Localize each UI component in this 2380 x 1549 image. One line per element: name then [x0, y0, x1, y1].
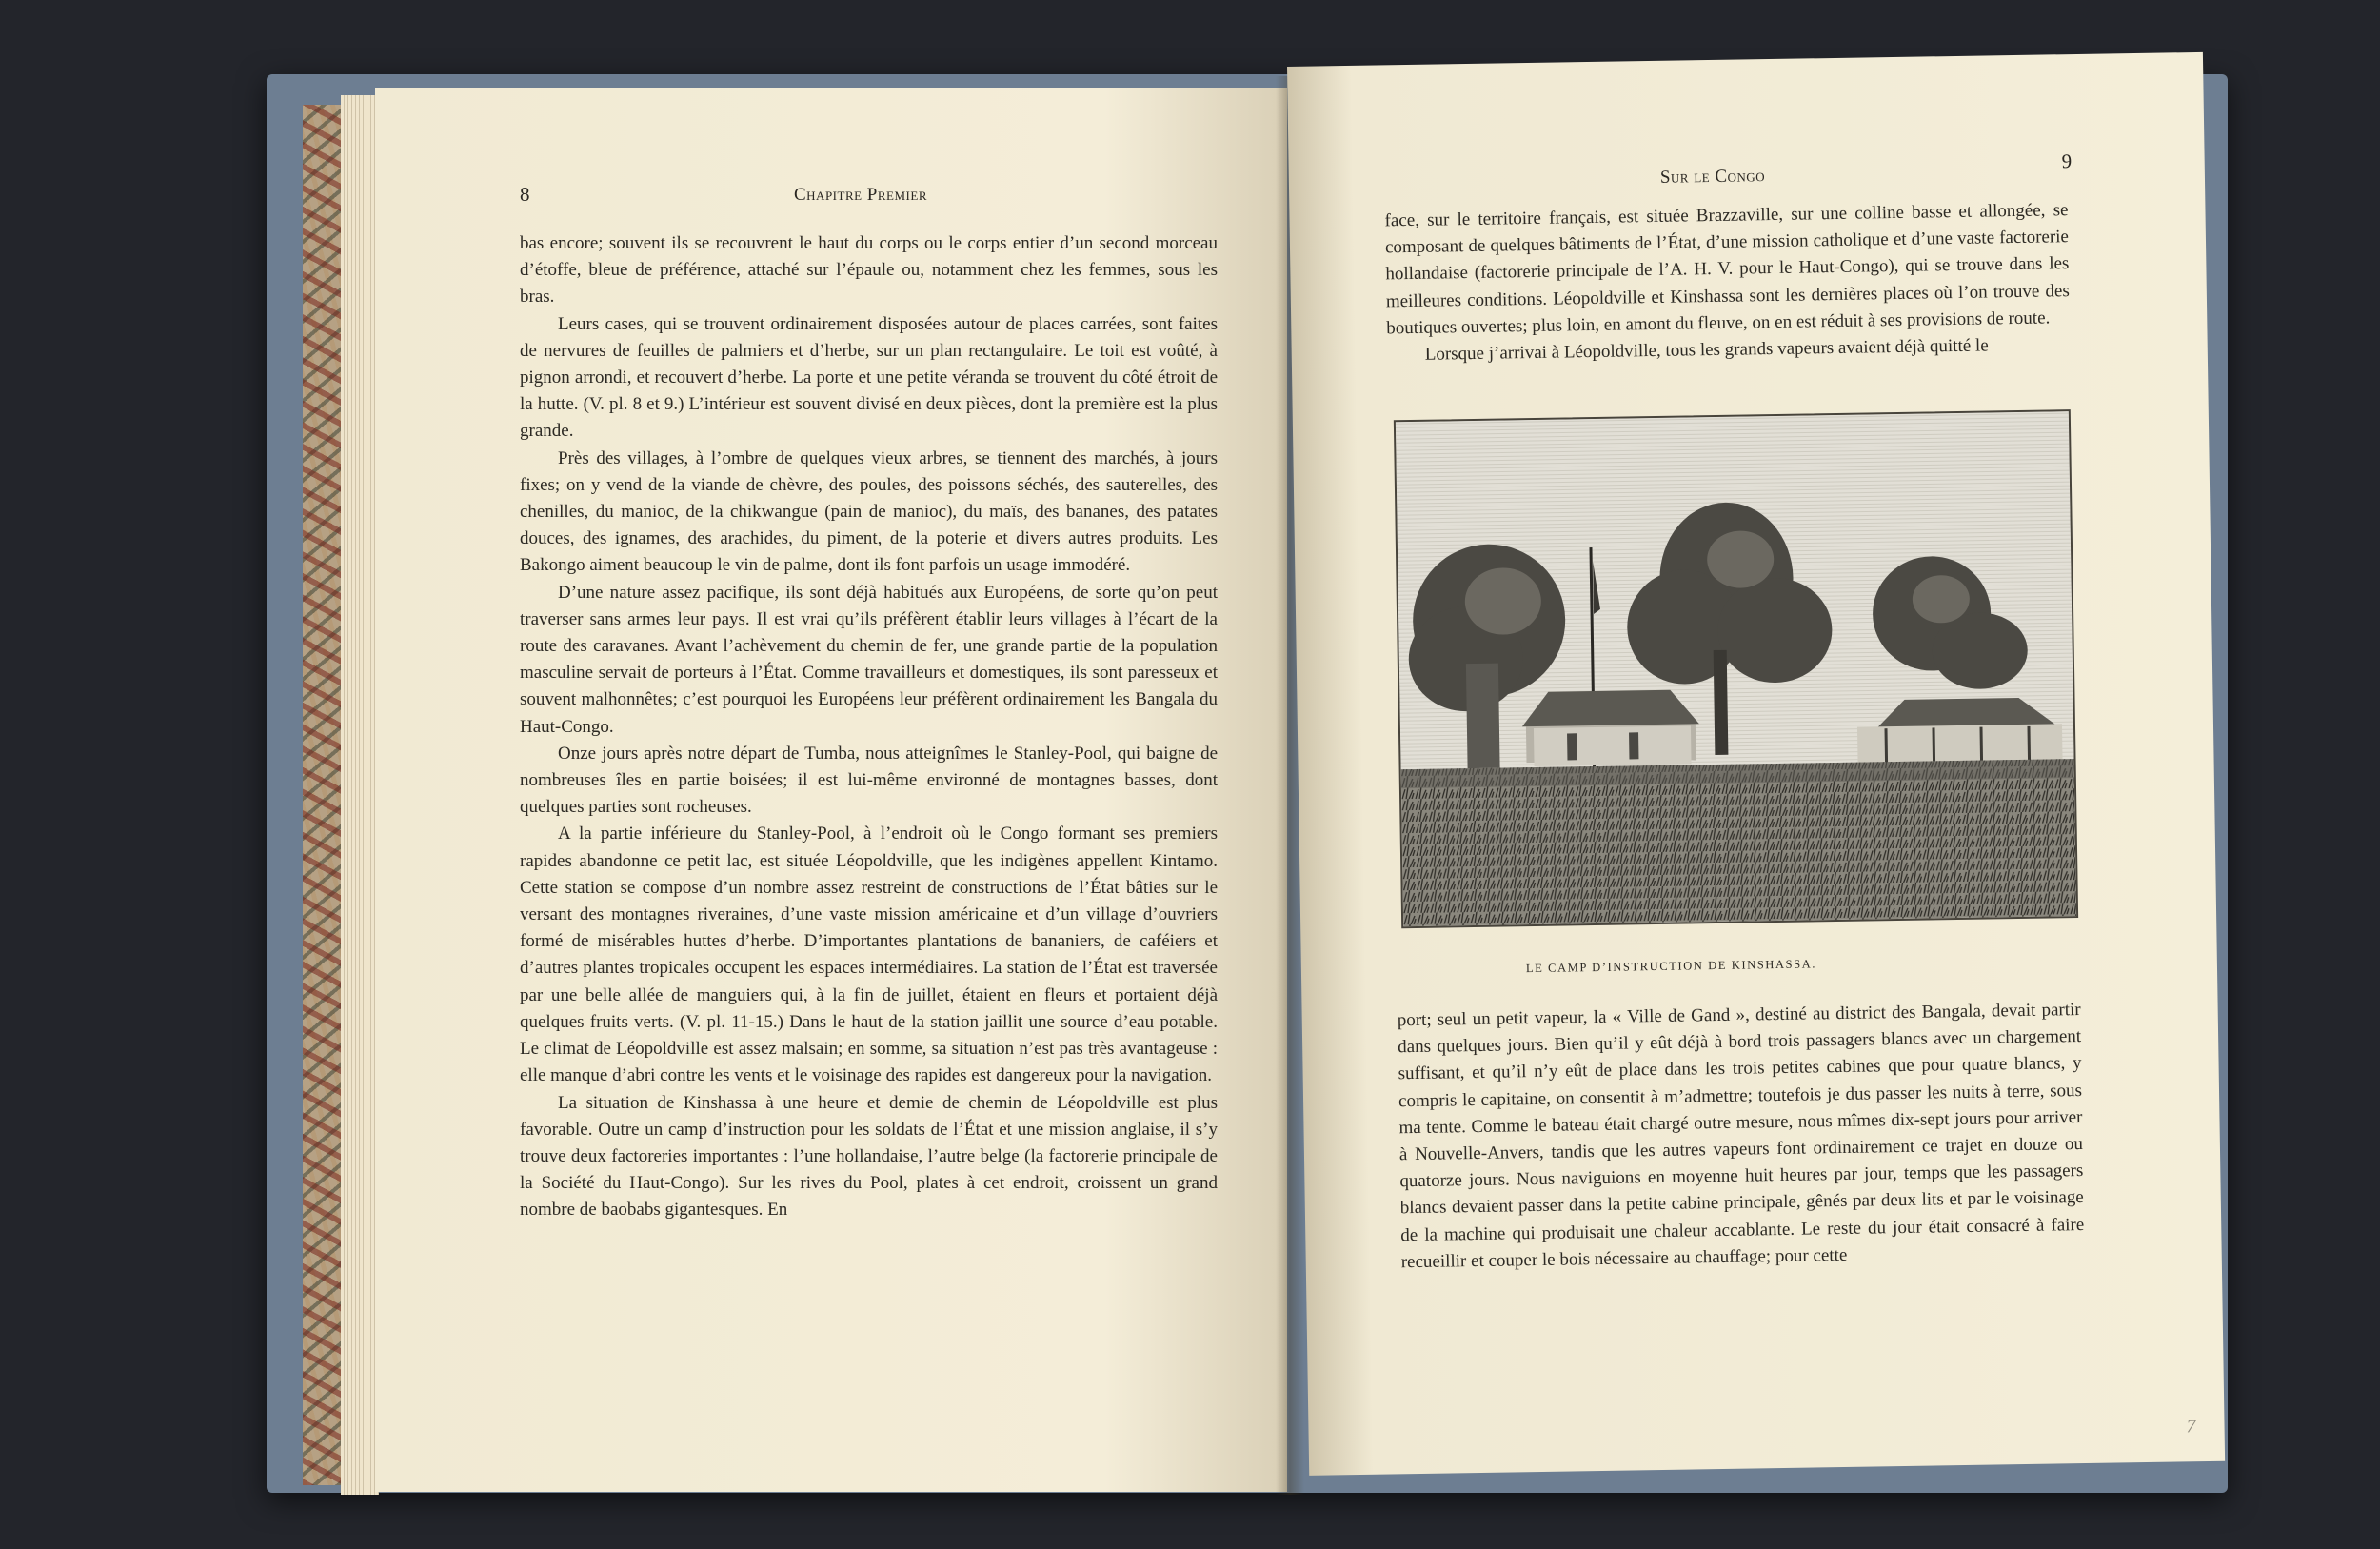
left-running-head: Chapitre Premier — [794, 185, 927, 205]
pencil-mark: 7 — [2186, 1416, 2196, 1438]
paragraph: Près des villages, à l’ombre de quelques vieux arbres, se tiennent des marchés, à jours fixes; on y vend de la viande de chèvre, des poules, des poissons séchés, des sauterelles, des chenilles, du manioc, de la chikwangue (pain de manioc), du maïs, des bananes, des patates douces, des ignames, des arachides, du piment, de la poterie et divers autres produits. Les Bakongo aiment beaucoup le vin de palme, dont ils font parfois un usage immodéré. — [520, 447, 1218, 576]
right-body-text-top — [1384, 197, 2071, 368]
kinshassa-camp-engraving — [1394, 409, 2078, 928]
paragraph: D’une nature assez pacifique, ils sont déjà habitués aux Européens, de sorte qu’on peut traverser sans armes leur pays. Il est vrai qu’ils préfèrent établir leurs villages à l’écart de la route des caravanes. Avant l’achèvement du chemin de fer, une grande partie de la population masculine servait de porteurs à l’État. Comme travailleurs et domestiques, ils sont paresseux et souvent malhonnêtes; c’est pourquoi les Européens leur préfèrent ordinairement les Bangala du Haut-Congo. — [520, 582, 1218, 737]
paragraph: A la partie inférieure du Stanley-Pool, à l’endroit où le Congo formant ses premiers rapides abandonne ce petit lac, est située Léopoldville, que les indigènes appellent Kintamo. Cette station se compose d’un nombre assez restreint de constructions de l’État bâties sur le versant des montagnes riveraines, d’une vaste mission américaine et d’un village d’ouvriers formé de misérables huttes d’herbe. D’importantes plantations de bananiers, de caféiers et d’autres plantes tropicales occupent les espaces intermédiaires. La station de l’État est traversée par une belle allée de manguiers qui, à la fin de juillet, étaient en fleurs et portaient déjà quelques fruits verts. (V. pl. 11-15.) Dans le haut de la station jaillit une source d’eau potable. Le climat de Léopoldville est assez malsain; en somme, sa situation n’est pas très avantageuse : elle manque d’abri contre les vents et le voisinage des rapides est dangereux pour la navigation. — [520, 824, 1218, 1086]
paragraph: port; seul un petit vapeur, la « Ville de Gand », destiné au district des Bangala, devait partir dans quelques jours. Bien qu’il y eût déjà à bord trois passagers blancs avec un chargement suffisant, et qu’il n’y eût de place dans les trois petites cabines que pour quatre blancs, y compris le capitaine, on consentit à m’admettre; toutefois je dus passer les nuits à terre, sous ma tente. Comme le bateau était chargé outre mesure, nous mîmes dix-sept jours pour arriver à Nouvelle-Anvers, tandis que les autres vapeurs font ordinairement ce trajet en douze ou quatorze jours. Nous naviguions en moyenne huit heures par jour, temps que les passagers blancs devaient passer dans la petite cabine principale, gênés par deux lits et par le voisinage de la machine qui produisait une chaleur accablante. Le reste du jour était consacré à faire recueillir et couper le bois nécessaire au chauffage; pour cette — [1397, 1000, 2085, 1273]
paragraph: La situation de Kinshassa à une heure et demie de chemin de Léopoldville est plus favorable. Outre un camp d’instruction pour les soldats de l’État et une mission anglaise, il s’y trouve deux factoreries importantes : l’une hollandaise, l’autre belge (la factorerie principale de la Société du Haut-Congo). Sur les rives du Pool, plates à cet endroit, croissent un grand nombre de baobabs gigantesques. En — [520, 1092, 1218, 1221]
paragraph: Onze jours après notre départ de Tumba, nous atteignîmes le Stanley-Pool, qui baigne de nombreuses îles en partie boisées; il est lui-même environné de montagnes basses, dont quelques parties sont rocheuses. — [520, 743, 1218, 818]
left-body-text — [520, 230, 1218, 1224]
paragraph: Leurs cases, qui se trouvent ordinairement disposées autour de places carrées, sont faites de nervures de feuilles de palmiers et d’herbe, sur un plan rectangulaire. Le toit est voûté, à pignon arrondi, et recouvert d’herbe. La porte et une petite véranda se trouvent du côté étroit de la hutte. (V. pl. 8 et 9.) L’intérieur est souvent divisé en deux pièces, dont la première est la plus grande. — [520, 313, 1218, 442]
right-running-head: Sur le Congo — [1659, 166, 1766, 188]
right-body-text-bottom — [1398, 997, 2085, 1276]
paragraph: face, sur le territoire français, est située Brazzaville, sur une colline basse et allongée, se composant de quelques bâtiments de l’État, d’une mission catholique et d’une vaste factorerie hollandaise (factorerie principale de l’A. H. V. pour le Haut-Congo), qui se trouve dans les meilleures conditions. Léopoldville et Kinshassa sont les dernières places où l’on trouve des boutiques ouvertes; plus loin, en amont du fleuve, on en est réduit à ses provisions de route. — [1384, 200, 2070, 339]
left-page — [375, 88, 1287, 1492]
page-stack — [341, 95, 379, 1495]
left-page-number: 8 — [520, 183, 530, 206]
right-page — [1287, 52, 2225, 1476]
figure-caption: LE CAMP D’INSTRUCTION DE KINSHASSA. — [1525, 957, 1817, 976]
engraving-illustration — [1396, 411, 2076, 926]
paragraph: Lorsque j’arrivai à Léopoldville, tous les grands vapeurs avaient déjà quitté le — [1424, 335, 1989, 365]
paragraph: bas encore; souvent ils se recouvrent le haut du corps ou le corps entier d’un second morceau d’étoffe, bleue de préférence, attaché sur l’épaule ou, notamment chez les femmes, sous les bras. — [520, 233, 1218, 308]
right-page-number: 9 — [2061, 149, 2073, 173]
marbled-endpaper — [303, 105, 341, 1485]
